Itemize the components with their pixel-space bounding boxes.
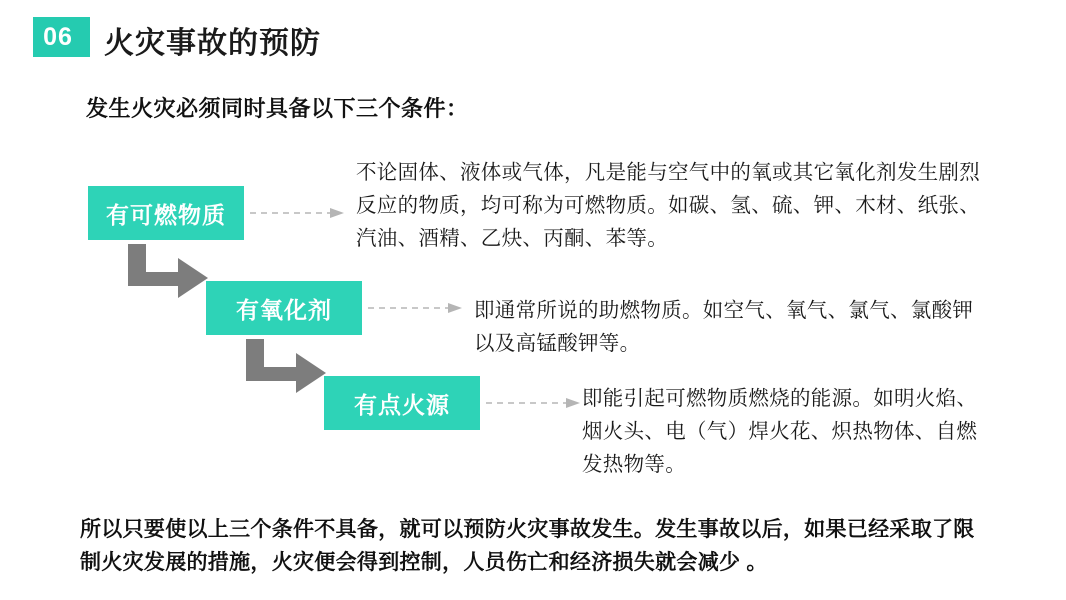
footer-paragraph: 所以只要使以上三个条件不具备，就可以预防火灾事故发生。发生事故以后，如果已经采取了限制火灾发展的措施，火灾便会得到控制，人员伤亡和经济损失就会减少 。 [80, 518, 975, 574]
slide-header [0, 0, 1066, 72]
elbow-arrow-icon-1 [128, 244, 210, 311]
condition-box-3 [324, 376, 480, 430]
dashed-arrow-icon-1 [250, 206, 346, 220]
condition-description-1: 不论固体、液体或气体，凡是能与空气中的氧或其它氧化剂发生剧烈反应的物质，均可称为可燃物质。如碳、氢、硫、钾、木材、纸张、汽油、酒精、乙炔、丙酮、苯等。 [356, 161, 980, 250]
dashed-arrow-icon-2 [368, 301, 464, 315]
condition-label-2: 有氧化剂 [236, 296, 332, 323]
dashed-arrow-icon-3 [486, 396, 582, 410]
badge-notch-decoration [26, 17, 33, 57]
condition-box-2 [206, 281, 362, 335]
page-title: 火灾事故的预防 [104, 27, 321, 60]
condition-box-1 [88, 186, 244, 240]
elbow-arrow-icon-2 [246, 339, 328, 406]
condition-label-3: 有点火源 [354, 391, 450, 418]
condition-description-3: 即能引起可燃物质燃烧的能源。如明火焰、烟火头、电（气）焊火花、炽热物体、自燃发热物等。 [582, 387, 978, 476]
subtitle: 发生火灾必须同时具备以下三个条件： [86, 96, 469, 121]
section-number-badge [26, 17, 90, 57]
condition-description-2: 即通常所说的助燃物质。如空气、氧气、氯气、氯酸钾以及高锰酸钾等。 [474, 299, 974, 355]
condition-label-1: 有可燃物质 [106, 201, 226, 228]
section-number-text: 06 [43, 22, 73, 51]
